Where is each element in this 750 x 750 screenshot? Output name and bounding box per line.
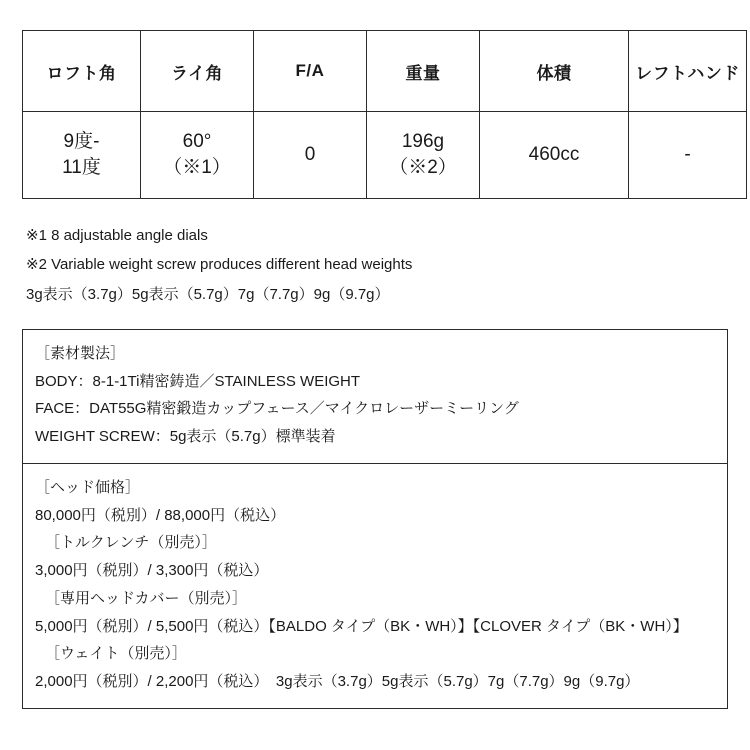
price-headcover-title: ［専用ヘッドカバー（別売）］ [45,589,248,607]
price-weight-title: ［ウェイト（別売）］ [45,645,187,663]
table-header-row [23,31,747,112]
table-body [23,112,747,199]
table-header [23,31,747,112]
pricing-section [23,463,727,708]
materials-weight-screw: WEIGHT SCREW：5g表示（5.7g）標準装着 [35,428,336,445]
price-headcover-value: 5,000円（税別）/ 5,500円（税込）【BALDO タイプ（BK・WH）】【CLOVER タイプ（BK・WH）】 [35,617,688,635]
price-head-title: ［ヘッド価格］ [35,478,141,496]
table-row [23,112,747,199]
materials-title: ［素材製法］ [35,344,126,362]
cell-lefthand: - [629,112,747,199]
header-fa: F/A [254,31,367,112]
footnote-3: 3g表示（3.7g）5g表示（5.7g）7g（7.7g）9g（9.7g） [26,285,390,303]
materials-section [23,330,727,463]
price-head-value: 80,000円（税別）/ 88,000円（税込） [35,506,286,524]
header-weight: 重量 [367,31,480,112]
price-wrench-value: 3,000円（税別）/ 3,300円（税込） [35,562,269,579]
header-lefthand: レフトハンド [629,31,747,112]
footnote-2: ※2 Variable weight screw produces different head weights [26,256,413,274]
footnotes [22,221,728,309]
cell-weight: 196g （※2） [367,112,480,199]
info-box [22,329,728,709]
specification-table [22,30,747,199]
cell-fa: 0 [254,112,367,199]
cell-volume: 460cc [480,112,629,199]
materials-body: BODY：8-1-1Ti精密鋳造／STAINLESS WEIGHT [35,372,361,390]
header-loft: ロフト角 [23,31,141,112]
header-volume: 体積 [480,31,629,112]
price-wrench-title: ［トルクレンチ（別売）］ [45,534,217,552]
header-lie: ライ角 [141,31,254,112]
price-weight-value: 2,000円（税別）/ 2,200円（税込） 3g表示（3.7g）5g表示（5.7g）7g（7.7g）9g（9.7g） [35,673,640,690]
materials-face: FACE：DAT55G精密鍛造カップフェース／マイクロレーザーミーリング [35,400,519,418]
footnote-1: ※1 8 adjustable angle dials [26,227,208,244]
cell-loft: 9度- 11度 [23,112,141,199]
cell-lie: 60° （※1） [141,112,254,199]
